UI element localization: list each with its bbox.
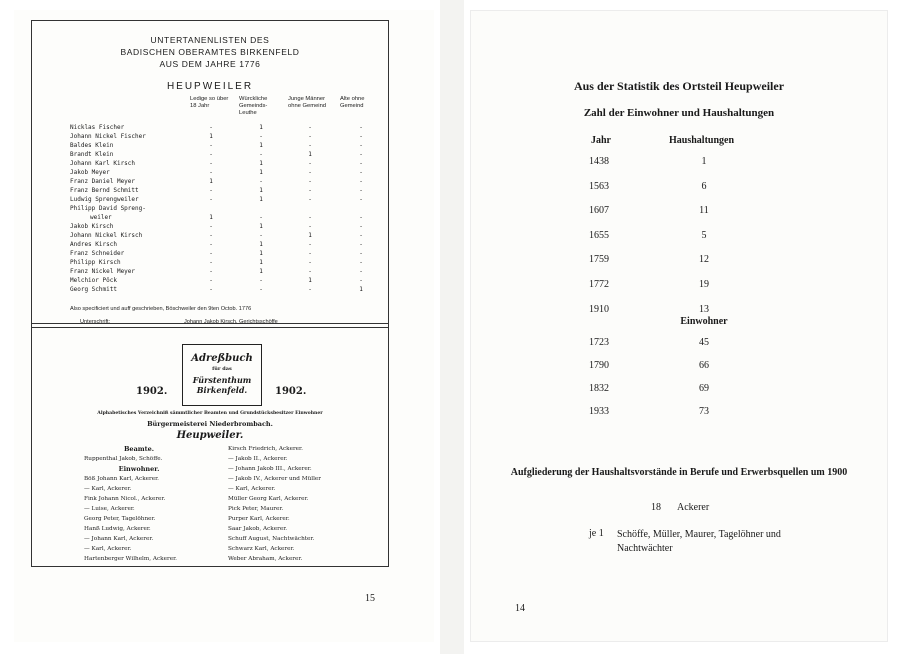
list-row-name: weiler — [90, 214, 112, 221]
stat-year: 1790 — [589, 360, 609, 371]
list-row-cell: 1 — [259, 196, 263, 203]
list-row — [70, 160, 370, 169]
list-row-cell: - — [209, 142, 213, 149]
list-row-cell: - — [359, 160, 363, 167]
list-row-name: Franz Bernd Schmitt — [70, 187, 139, 194]
book-entry: Hanß Ludwig, Ackerer. — [84, 526, 151, 532]
list-row — [70, 142, 370, 151]
list-row-cell: - — [209, 223, 213, 230]
list-row-cell: - — [308, 223, 312, 230]
book-entry: Ruppenthal Jakob, Schöffe. — [84, 456, 163, 462]
address-book-title-frame — [182, 344, 262, 406]
statistics-title: Aus der Statistik des Ortsteil Heupweiler — [573, 79, 785, 93]
list-row-cell: - — [259, 286, 263, 293]
list-row-name: Franz Daniel Meyer — [70, 178, 136, 185]
stat-value: 66 — [699, 360, 709, 371]
list-row-cell: - — [308, 178, 312, 185]
list-row-name: Brandt Klein — [70, 151, 114, 158]
list-row-name: Johann Nickel Fischer — [70, 133, 146, 140]
list-row-cell: - — [209, 286, 213, 293]
list-row-cell: 1 — [259, 169, 263, 176]
list-row — [70, 223, 370, 232]
statistics-subtitle: Zahl der Einwohner und Haushaltungen — [583, 107, 775, 119]
list-row-name: Franz Nickel Meyer — [70, 268, 136, 275]
list-row-cell: - — [308, 259, 312, 266]
list-row-cell: - — [359, 232, 363, 239]
stat-year: 1910 — [589, 303, 609, 315]
list-row-cell: - — [359, 223, 363, 230]
breakdown-title: Aufgliederung der Haushaltsvorstände in Berufe und Erwerbsquellen um 1900 — [510, 467, 848, 478]
list-row-cell: - — [308, 268, 312, 275]
list-row-cell: - — [209, 187, 213, 194]
list-row-cell: - — [359, 133, 363, 140]
list-row — [70, 259, 370, 268]
list-row-name: Franz Schneider — [70, 250, 125, 257]
list-row-cell: - — [359, 142, 363, 149]
list-row-cell: - — [359, 277, 363, 284]
list-row-cell: 1 — [308, 277, 312, 284]
list-row-cell: - — [308, 241, 312, 248]
list-row-cell: - — [308, 286, 312, 293]
book-entry: Beamte. — [123, 445, 155, 453]
column-header-inhabitants: Einwohner — [680, 316, 728, 327]
list-row — [70, 214, 370, 223]
stat-value: 13 — [699, 303, 709, 315]
list-row-cell: - — [259, 214, 263, 221]
list-row-cell: 1 — [259, 160, 263, 167]
book-title-region: Fürstenthum Birkenfeld. — [192, 375, 252, 395]
column-header-households: Haushaltungen — [669, 135, 735, 146]
list-row — [70, 241, 370, 250]
stat-year: 1438 — [589, 156, 609, 167]
book-entry: — Johann Jakob III., Ackerer. — [228, 466, 312, 472]
list-row — [70, 187, 370, 196]
breakdown-count-2: je 1 — [589, 528, 604, 539]
list-row-cell: - — [359, 169, 363, 176]
book-entry: Schuff August, Nachtwächter. — [228, 536, 315, 542]
list-row-cell: - — [308, 133, 312, 140]
list-row-name: Jakob Kirsch — [70, 223, 114, 230]
book-year-left: 1902. — [136, 386, 168, 397]
stat-year: 1933 — [589, 406, 609, 417]
list-row-cell: - — [259, 151, 263, 158]
list-row — [70, 250, 370, 259]
list-row-cell: - — [308, 196, 312, 203]
list-row-cell: - — [308, 124, 312, 131]
signature-name: Johann Jakob Kirsch, Gerichtsschöffe — [184, 319, 278, 325]
list-row-cell: - — [308, 214, 312, 221]
stat-year: 1563 — [589, 180, 609, 192]
book-title-small: für das — [212, 366, 232, 372]
list-row-name: Philipp David Spreng- — [70, 205, 146, 212]
list-row-cell: - — [209, 232, 213, 239]
list-row-cell: - — [359, 268, 363, 275]
book-year-right: 1902. — [275, 386, 307, 397]
book-entry: — Karl, Ackerer. — [228, 486, 276, 492]
list-row-cell: 1 — [308, 151, 312, 158]
breakdown-text-1: Ackerer — [677, 502, 710, 513]
stat-value: 1 — [701, 156, 707, 167]
address-book-box — [31, 323, 389, 567]
list-row-name: Georg Schmitt — [70, 286, 117, 293]
list-row-cell: - — [359, 124, 363, 131]
list-place-name: HEUPWEILER — [166, 81, 254, 92]
list-row-cell: - — [209, 241, 213, 248]
list-row-cell: 1 — [259, 241, 263, 248]
list-row-cell: 1 — [359, 286, 363, 293]
list-row-cell: - — [308, 250, 312, 257]
list-row-cell: - — [308, 187, 312, 194]
list-row — [70, 196, 370, 205]
list-row — [70, 277, 370, 286]
stat-value: 19 — [699, 279, 709, 290]
list-row-name: Melchior Pöck — [70, 277, 117, 284]
stat-value: 5 — [701, 229, 707, 241]
list-row-cell: - — [209, 259, 213, 266]
list-row-cell: 1 — [259, 250, 263, 257]
book-entry: Purper Karl, Ackerer. — [228, 516, 290, 522]
book-entry: — Karl, Ackerer. — [84, 486, 132, 492]
list-row-cell: - — [259, 133, 263, 140]
list-row-name: Nicklas Fischer — [70, 124, 125, 131]
list-row-cell: 1 — [259, 124, 263, 131]
book-entry: — Luise, Ackerer. — [84, 506, 135, 512]
list-footer: Also specificiert und auff geschrieben, Böschweiler den 9ten Octob. 1776 — [70, 306, 252, 312]
list-row-cell: - — [209, 124, 213, 131]
book-place: Heupweiler. — [176, 430, 244, 441]
list-row-cell: - — [209, 250, 213, 257]
list-row-cell: - — [359, 259, 363, 266]
stat-value: 73 — [699, 406, 709, 417]
breakdown-text-2: Schöffe, Müller, Maurer, Tagelöhner und Nachtwächter — [617, 529, 781, 554]
list-row — [70, 124, 370, 133]
list-row-cell: 1 — [209, 214, 213, 221]
list-row-cell: - — [209, 169, 213, 176]
list-row-cell: - — [359, 241, 363, 248]
list-row-name: Ludwig Sprengweiler — [70, 196, 139, 203]
list-row — [70, 286, 370, 295]
list-row-cell: 1 — [308, 232, 312, 239]
list-row-cell: - — [259, 277, 263, 284]
list-row — [70, 151, 370, 160]
book-entry: Kirsch Friedrich, Ackerer. — [228, 446, 303, 452]
list-row — [70, 268, 370, 277]
list-row-cell: 1 — [259, 142, 263, 149]
list-row-name: Baldes Klein — [70, 142, 114, 149]
list-row-cell: - — [209, 196, 213, 203]
right-page-number: 14 — [515, 603, 525, 614]
left-page-number: 15 — [365, 593, 375, 604]
list-row-cell: 1 — [209, 133, 213, 140]
list-row-name: Johann Karl Kirsch — [70, 160, 136, 167]
stat-value: 11 — [699, 205, 709, 217]
right-page — [470, 10, 888, 642]
book-entry: Weber Abraham, Ackerer. — [228, 556, 303, 562]
book-gutter — [440, 0, 464, 654]
column-header-year: Jahr — [591, 135, 611, 146]
list-row — [70, 169, 370, 178]
list-header-line-2: BADISCHEN OBERAMTES BIRKENFELD — [120, 47, 300, 57]
stat-value: 45 — [699, 337, 709, 348]
book-entry: — Jakob II., Ackerer. — [228, 456, 288, 462]
list-row-cell: 1 — [259, 259, 263, 266]
list-row-cell: 1 — [209, 178, 213, 185]
book-entry: Schwarz Karl, Ackerer. — [228, 546, 295, 552]
list-row-name: Johann Nickel Kirsch — [70, 232, 143, 239]
list-row — [70, 232, 370, 241]
column-header-junge-maenner: Junge Männer ohne Gemeind — [288, 96, 327, 109]
list-row-cell: - — [209, 151, 213, 158]
book-entry: Einwohner. — [118, 465, 160, 473]
list-row-name: Andres Kirsch — [70, 241, 117, 248]
stat-value: 6 — [701, 180, 707, 192]
list-row-cell: - — [209, 268, 213, 275]
list-row-cell: - — [259, 232, 263, 239]
book-column-left — [84, 444, 194, 564]
breakdown-count-1: 18 — [651, 502, 661, 513]
book-entry: Müller Georg Karl, Ackerer. — [228, 496, 309, 502]
list-row-cell: - — [308, 160, 312, 167]
book-entry: Pick Peter, Maurer. — [228, 506, 284, 512]
list-row — [70, 178, 370, 187]
book-district: Bürgermeisterei Niederbrombach. — [147, 420, 273, 428]
book-entry: Georg Peter, Tagelöhner. — [84, 516, 156, 522]
signature-label: Unterschrift: — [80, 319, 111, 325]
book-entry: — Karl, Ackerer. — [84, 546, 132, 552]
book-entry: Hartenberger Wilhelm, Ackerer. — [84, 556, 177, 562]
column-header-alte: Alte ohne Gemeind — [340, 96, 365, 109]
column-header-gemeindsleuthe: Würckliche Gemeinds-Leuthe — [239, 96, 268, 116]
list-row — [70, 133, 370, 142]
list-row-cell: - — [359, 214, 363, 221]
stat-year: 1607 — [589, 205, 609, 217]
stat-year: 1723 — [589, 337, 609, 348]
stat-year: 1655 — [589, 229, 609, 241]
book-entry: — Johann Karl, Ackerer. — [84, 536, 154, 542]
list-row-cell: - — [209, 160, 213, 167]
left-page — [14, 10, 434, 642]
list-row-cell: - — [359, 151, 363, 158]
list-row-cell: - — [359, 178, 363, 185]
list-row-cell: - — [359, 196, 363, 203]
stat-year: 1832 — [589, 383, 609, 394]
list-row-name: Jakob Meyer — [70, 169, 110, 176]
list-row-cell: - — [359, 187, 363, 194]
book-subtitle: Alphabetisches Verzeichniß sämmtlicher Beamten und Grundstücksbesitzer Einwohner — [97, 411, 323, 416]
list-row-name: Philipp Kirsch — [70, 259, 121, 266]
list-row-cell: - — [359, 250, 363, 257]
list-row-cell: - — [209, 277, 213, 284]
list-row-cell: 1 — [259, 223, 263, 230]
book-entry: Böß Johann Karl, Ackerer. — [84, 476, 159, 482]
list-row-cell: 1 — [259, 268, 263, 275]
book-column-right — [228, 444, 321, 564]
column-header-ledige: Ledige so über 18 Jahr — [190, 96, 229, 109]
list-row-cell: - — [308, 169, 312, 176]
list-row-cell: - — [308, 142, 312, 149]
list-header-line-1: UNTERTANENLISTEN DES — [150, 35, 270, 45]
list-row-cell: 1 — [259, 187, 263, 194]
stat-year: 1759 — [589, 254, 609, 266]
book-title-main: Adreßbuch — [191, 353, 253, 364]
list-row — [70, 205, 370, 214]
book-entry: — Jakob IV., Ackerer und Müller — [228, 476, 321, 482]
list-header-line-3: AUS DEM JAHRE 1776 — [159, 59, 261, 69]
subject-list-box — [31, 20, 389, 328]
list-row-cell: - — [259, 178, 263, 185]
stat-value: 69 — [699, 383, 709, 394]
stat-value: 12 — [699, 254, 709, 266]
book-entry: Saar Jakob, Ackerer. — [228, 526, 288, 532]
book-entry: Fink Johann Nicol., Ackerer. — [84, 496, 166, 502]
stat-year: 1772 — [589, 279, 609, 290]
